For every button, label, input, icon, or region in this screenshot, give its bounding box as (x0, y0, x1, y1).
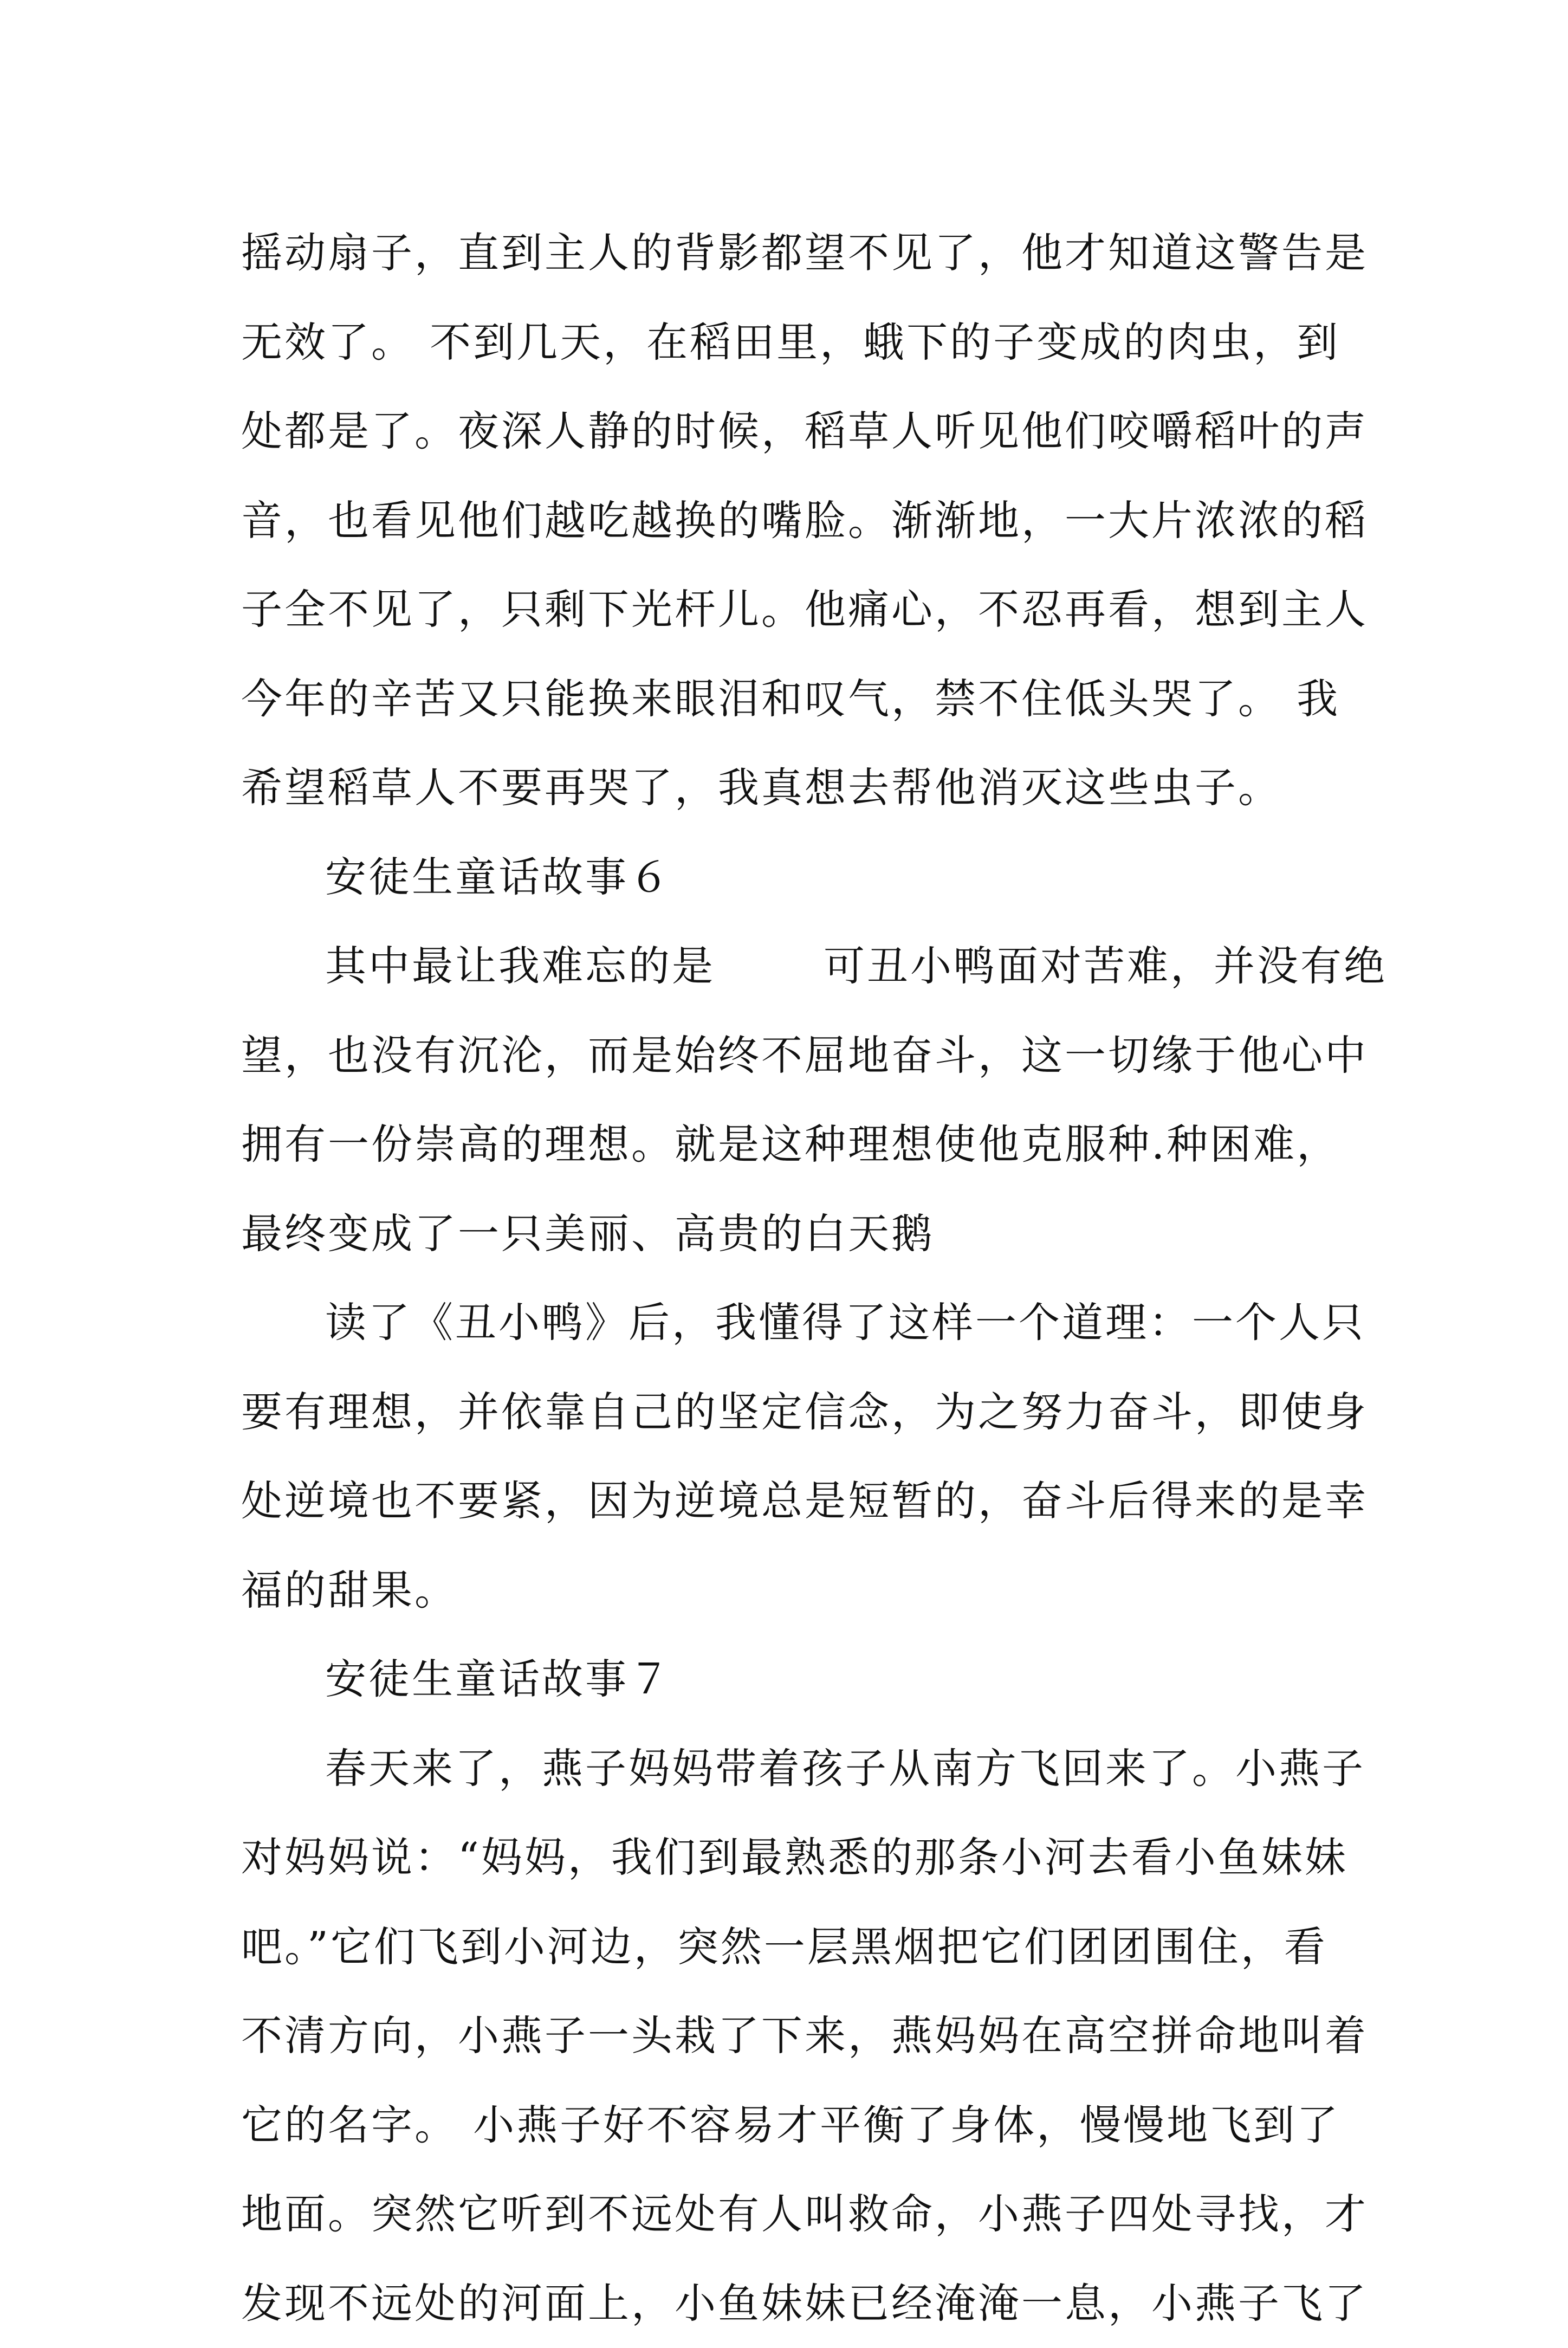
text-line: 发现不远处的河面上，小鱼妹妹已经淹淹一息，小燕子飞了 (241, 2259, 1330, 2348)
text-segment: 可丑小鸭面对苦难，并没有绝 (824, 942, 1387, 990)
text-line: 要有理想，并依靠自己的坚定信念，为之努力奋斗，即使身 (241, 1368, 1330, 1457)
text-line: 吧。”它们飞到小河边，突然一层黑烟把它们团团围住，看 (241, 1903, 1330, 1992)
text-line: 福的甜果。 (241, 1546, 1330, 1635)
text-line: 处都是了。夜深人静的时候，稻草人听见他们咬嚼稻叶的声 (241, 387, 1330, 476)
text-segment: 其中最让我难忘的是 (325, 942, 715, 990)
text-line: 春天来了，燕子妈妈带着孩子从南方飞回来了。小燕子 (241, 1724, 1330, 1814)
section-heading-7: 安徒生童话故事７ (241, 1635, 1330, 1724)
text-line: 对妈妈说：“妈妈，我们到最熟悉的那条小河去看小鱼妹妹 (241, 1813, 1330, 1903)
text-line: 今年的辛苦又只能换来眼泪和叹气，禁不住低头哭了。 我 (241, 655, 1330, 744)
document-body (241, 209, 1330, 2348)
text-line: 无效了。 不到几天，在稻田里，蛾下的子变成的肉虫，到 (241, 298, 1330, 387)
text-line: 音，也看见他们越吃越换的嘴脸。渐渐地，一大片浓浓的稻 (241, 476, 1330, 566)
text-line: 地面。突然它听到不远处有人叫救命，小燕子四处寻找，才 (241, 2170, 1330, 2259)
text-line: 拥有一份崇高的理想。就是这种理想使他克服种.种困难， (241, 1100, 1330, 1189)
section-heading-6: 安徒生童话故事６ (241, 833, 1330, 922)
paragraph-reflection (241, 1278, 1330, 1635)
paragraph-swallow-story (241, 1724, 1330, 2348)
paragraph-scarecrow-ending (241, 209, 1330, 833)
text-line: 读了《丑小鸭》后，我懂得了这样一个道理：一个人只 (241, 1278, 1330, 1368)
text-line: 摇动扇子，直到主人的背影都望不见了，他才知道这警告是 (241, 209, 1330, 298)
text-line: 希望稻草人不要再哭了，我真想去帮他消灭这些虫子。 (241, 743, 1330, 833)
text-line: 最终变成了一只美丽、高贵的白天鹅 (241, 1189, 1330, 1279)
text-line: 望，也没有沉沦，而是始终不屈地奋斗，这一切缘于他心中 (241, 1011, 1330, 1101)
text-line: 处逆境也不要紧，因为逆境总是短暂的，奋斗后得来的是幸 (241, 1457, 1330, 1546)
text-line (241, 922, 1330, 1011)
text-line: 子全不见了，只剩下光杆儿。他痛心，不忍再看，想到主人 (241, 565, 1330, 655)
text-line: 不清方向，小燕子一头栽了下来，燕妈妈在高空拼命地叫着 (241, 1991, 1330, 2081)
paragraph-ugly-duckling (241, 922, 1330, 1278)
text-line: 它的名字。 小燕子好不容易才平衡了身体，慢慢地飞到了 (241, 2081, 1330, 2170)
